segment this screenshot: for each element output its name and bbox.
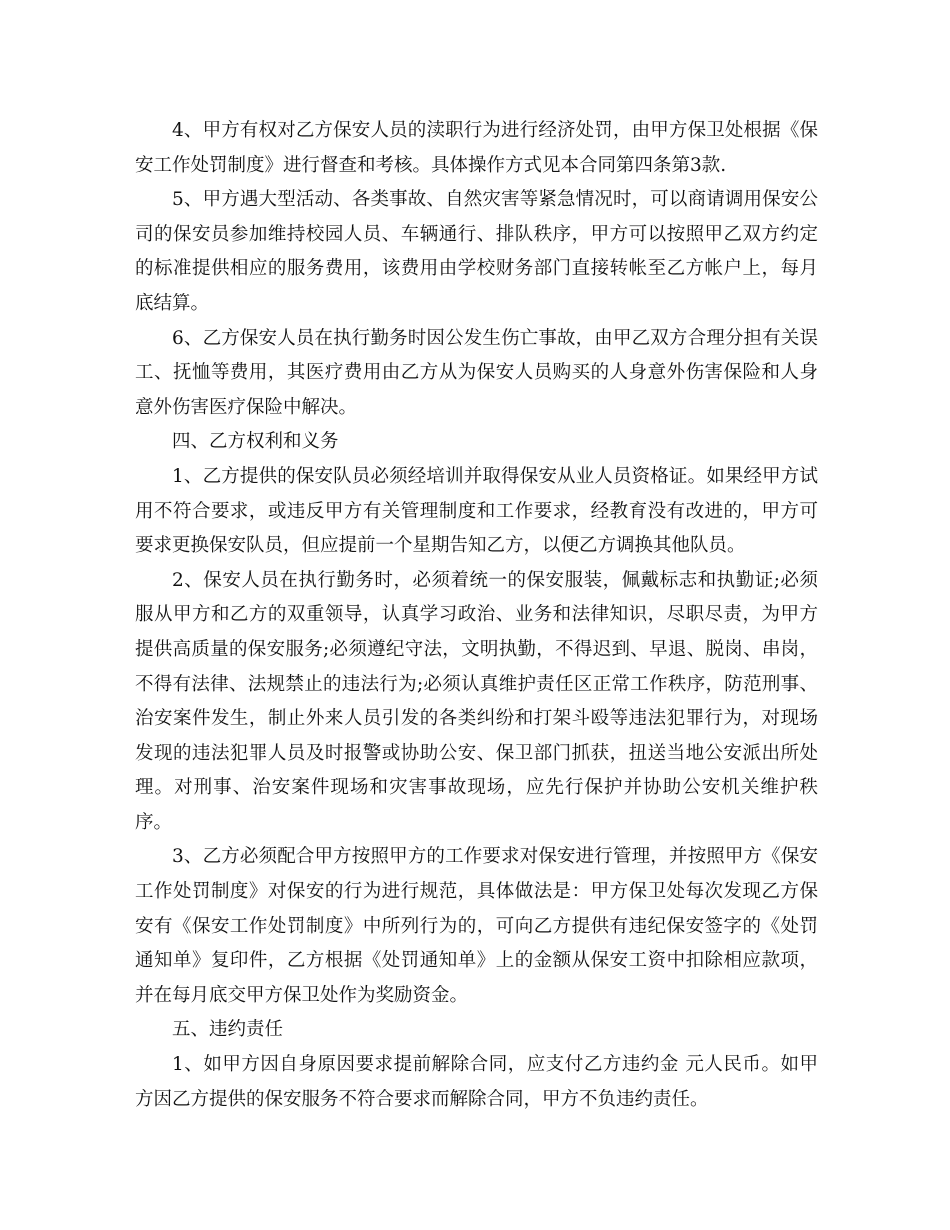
clause-4-paragraph: 4、甲方有权对乙方保安人员的渎职行为进行经济处罚，由甲方保卫处根据《保安工作处罚制度》进行督查和考核。具体操作方式见本合同第四条第3款.	[135, 120, 818, 176]
section-4-heading: 四、乙方权利和义务	[172, 431, 339, 453]
clause-5-paragraph: 5、甲方遇大型活动、各类事故、自然灾害等紧急情况时，可以商请调用保安公司的保安员参加维持校园人员、车辆通行、排队秩序，甲方可以按照甲乙双方约定的标准提供相应的服务费用，该费用由学校财务部门直接转帐至乙方帐户上，每月底结算。	[135, 189, 818, 314]
document-body	[135, 114, 818, 1117]
section-4-clause-2-paragraph: 2、保安人员在执行勤务时，必须着统一的保安服装，佩戴标志和执勤证;必须服从甲方和乙方的双重领导，认真学习政治、业务和法律知识，尽职尽责，为甲方提供高质量的保安服务;必须遵纪守法，文明执勤，不得迟到、早退、脱岗、串岗，不得有法律、法规禁止的违法行为;必须认真维护责任区正常工作秩序，防范刑事、治安案件发生，制止外来人员引发的各类纠纷和打架斗殴等违法犯罪行为，对现场发现的违法犯罪人员及时报警或协助公安、保卫部门抓获，扭送当地公安派出所处理。对刑事、治安案件现场和灾害事故现场，应先行保护并协助公安机关维护秩序。	[135, 569, 818, 833]
section-5-heading: 五、违约责任	[172, 1019, 284, 1041]
section-4-clause-1-paragraph: 1、乙方提供的保安队员必须经培训并取得保安从业人员资格证。如果经甲方试用不符合要求，或违反甲方有关管理制度和工作要求，经教育没有改进的，甲方可要求更换保安队员，但应提前一个星期告知乙方，以便乙方调换其他队员。	[135, 465, 818, 557]
section-5-clause-1-paragraph: 1、如甲方因自身原因要求提前解除合同，应支付乙方违约金 元人民币。如甲方因乙方提供的保安服务不符合要求而解除合同，甲方不负违约责任。	[135, 1054, 818, 1110]
clause-6-paragraph: 6、乙方保安人员在执行勤务时因公发生伤亡事故，由甲乙双方合理分担有关误工、抚恤等费用，其医疗费用由乙方从为保安人员购买的人身意外伤害保险和人身意外伤害医疗保险中解决。	[135, 327, 818, 418]
section-4-clause-3-paragraph: 3、乙方必须配合甲方按照甲方的工作要求对保安进行管理，并按照甲方《保安工作处罚制度》对保安的行为进行规范，具体做法是：甲方保卫处每次发现乙方保安有《保安工作处罚制度》中所列行为的，可向乙方提供有违纪保安签字的《处罚通知单》复印件，乙方根据《处罚通知单》上的金额从保安工资中扣除相应款项，并在每月底交甲方保卫处作为奖励资金。	[135, 846, 818, 1006]
